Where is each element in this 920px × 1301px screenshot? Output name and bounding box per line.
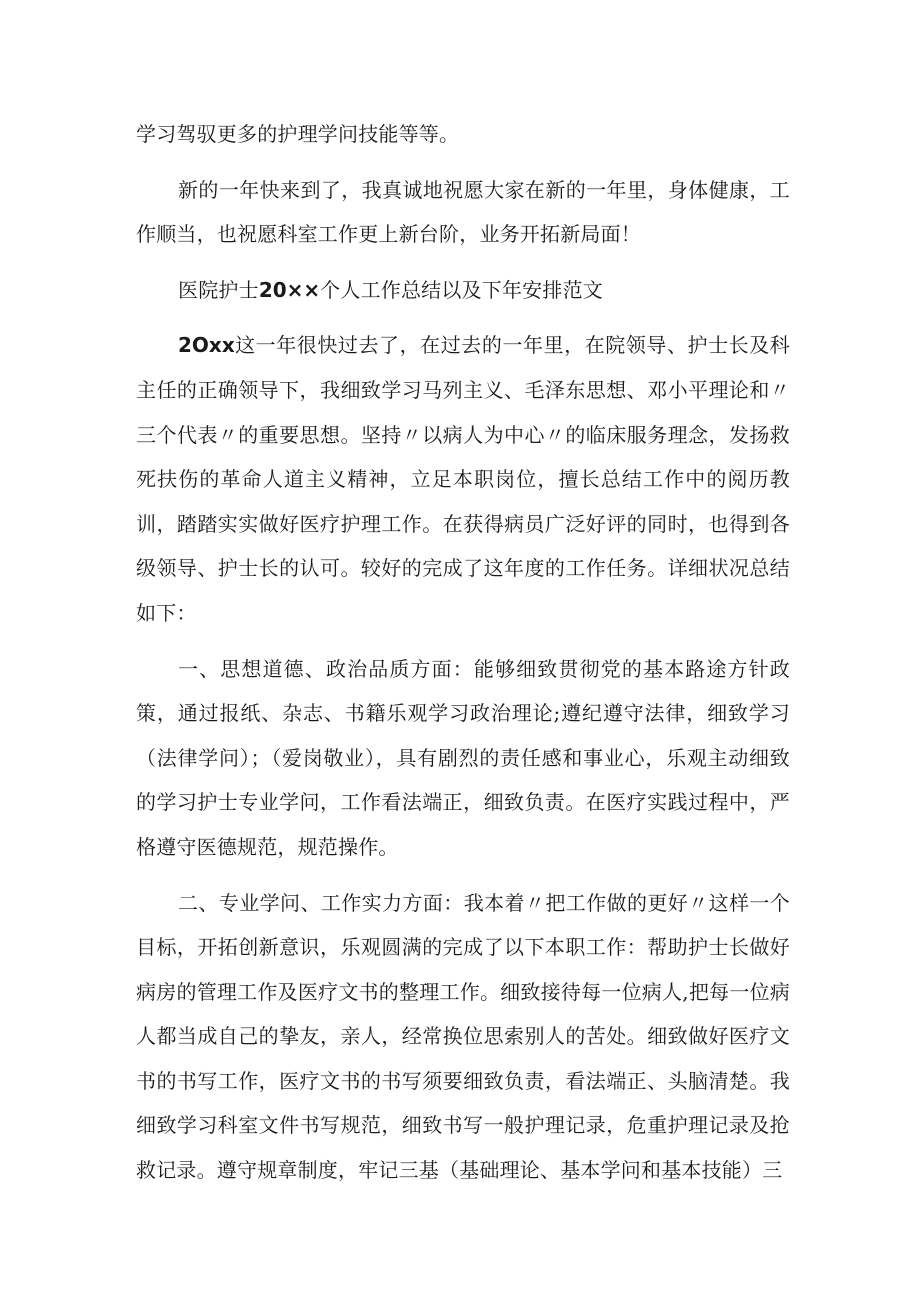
paragraph-intro-text: 这一年很快过去了，在过去的一年里，在院领导、护士长及科主任的正确领导下，我细致学习马列主义、毛泽东思想、邓小平理论和〃三个代表〃的重要思想。坚持〃以病人为中心〃的临床服务理念，发扬救死扶伤的革命人道主义精神，立足本职岗位，擅长总结工作中的阅历教训，踏踏实实做好医疗护理工作。在获得病员广泛好评的同时，也得到各级领导、护士长的认可。较好的完成了这年度的工作任务。详细状况总结如下： — [136, 333, 790, 625]
paragraph-section-one: 一、思想道德、政治品质方面：能够细致贯彻党的基本路途方针政策，通过报纸、杂志、书籍乐观学习政治理论;遵纪遵守法律，细致学习（法律学问）；（爱岗敬业），具有剧烈的责任感和事业心，乐观主动细致的学习护士专业学问，工作看法端正，细致负责。在医疗实践过程中，严格遵守医德规范，规范操作。 — [136, 656, 790, 859]
section-title — [136, 268, 790, 313]
document-body — [136, 112, 790, 1193]
paragraph-intro — [136, 323, 790, 635]
paragraph-intro-year: 2Oxx — [178, 333, 235, 358]
section-title-prefix: 医院护士 — [178, 277, 259, 302]
paragraph-continuation: 学习驾驭更多的护理学问技能等等。 — [136, 122, 460, 146]
paragraph-section-two: 二、专业学问、工作实力方面：我本着〃把工作做的更好〃这样一个目标，开拓创新意识，乐观圆满的完成了以下本职工作：帮助护士长做好病房的管理工作及医疗文书的整理工作。细致接待每一位病人,把每一位病人都当成自己的挚友，亲人，经常换位思索别人的苦处。细致做好医疗文书的书写工作，医疗文书的书写须要细致负责，看法端正、头脑清楚。我细致学习科室文件书写规范，细致书写一般护理记录，危重护理记录及抢救记录。遵守规章制度，牢记三基（基础理论、基本学问和基本技能）三 — [136, 890, 790, 1183]
paragraph-new-year-wishes: 新的一年快来到了，我真诚地祝愿大家在新的一年里，身体健康，工作顺当，也祝愿科室工作更上新台阶，业务开拓新局面！ — [136, 177, 790, 247]
section-title-suffix: 个人工作总结以及下年安排范文 — [320, 277, 603, 302]
section-title-year: 20×× — [258, 277, 321, 302]
